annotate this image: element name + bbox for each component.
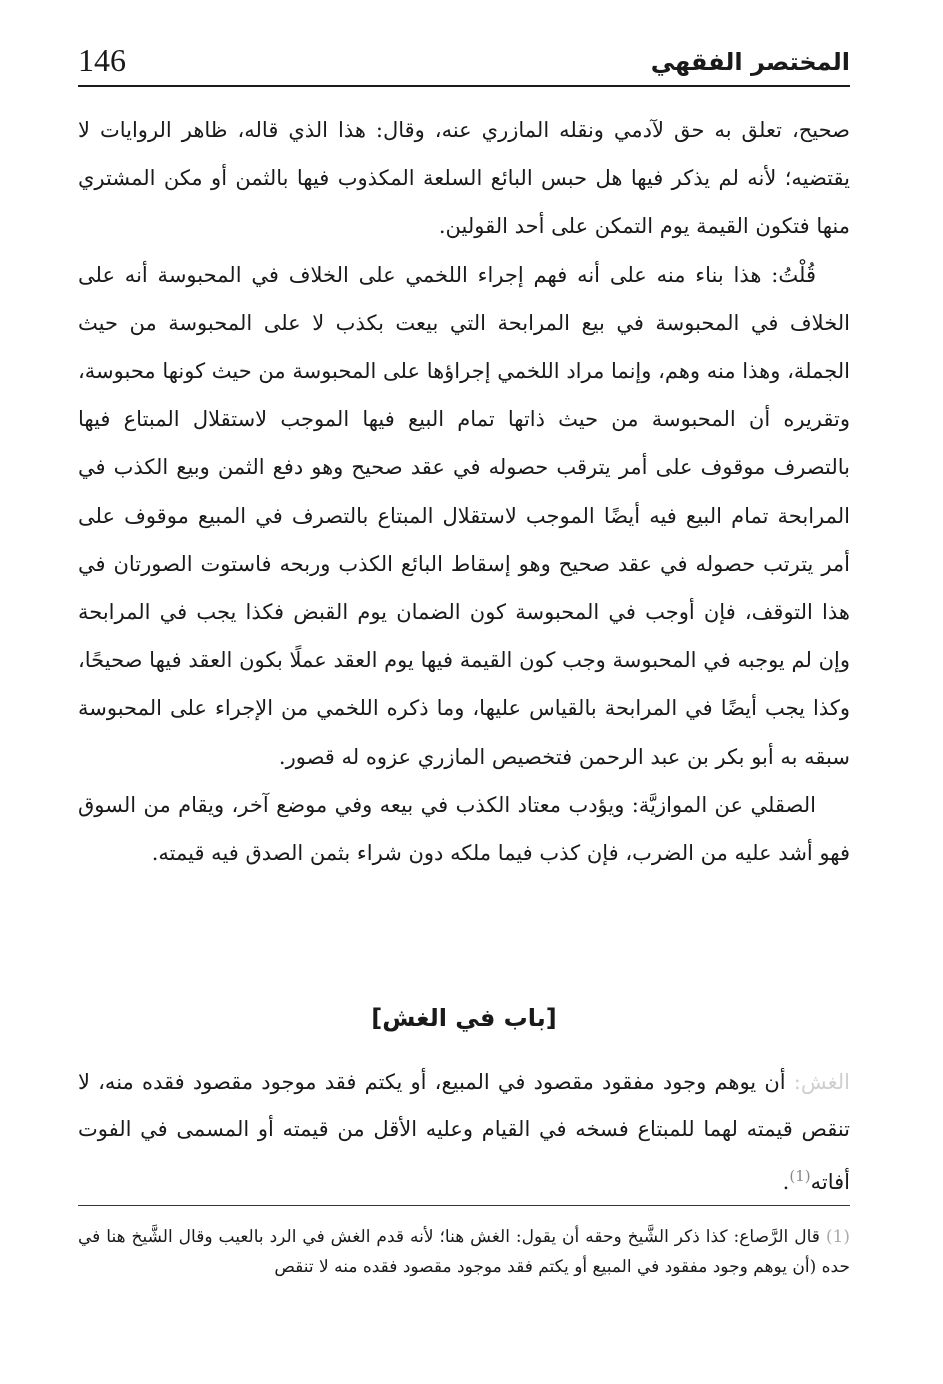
footnote-text: قال الرَّصاع: كذا ذكر الشَّيخ وحقه أن يقول: الغش هنا؛ لأنه قدم الغش في الرد بالعيب وقال الشَّيخ هنا في حده (أن يوهم وجود مفقود في المبيع أو يكتم فقد موجود مقصود فقده منه لا تنقص [78, 1227, 850, 1277]
footnote-paragraph [78, 1222, 850, 1282]
main-text [78, 106, 850, 877]
footnote-reference[interactable]: (1) [789, 1167, 811, 1185]
end-punctuation: . [782, 1170, 790, 1194]
page-header [78, 30, 850, 80]
page-number: 146 [78, 42, 126, 78]
definition-body: أن يوهم وجود مفقود مقصود في المبيع، أو يكتم فقد موجود مقصود فقده منه، لا تنقص قيمته لهما للمبتاع فسخه في القيام وعليه الأقل من قيمته أو المسمى في الفوت أفاته [78, 1070, 850, 1194]
footnote [78, 1222, 850, 1282]
section-heading: [باب في الغش] [371, 1004, 557, 1032]
running-title: المختصر الفقهي [650, 48, 850, 76]
section-text [78, 1059, 850, 1206]
header-rule [78, 85, 850, 87]
definition-paragraph [78, 1059, 850, 1206]
paragraph: الصقلي عن الموازيَّة: ويؤدب معتاد الكذب في بيعه وفي موضع آخر، ويقام من السوق فهو أشد عليه من الضرب، فإن كذب فيما ملكه دون شراء بثمن الصدق فيه قيمته. [78, 792, 850, 866]
paragraph: صحيح، تعلق به حق لآدمي ونقله المازري عنه، وقال: هذا الذي قاله، ظاهر الروايات لا يقتضيه؛ لأنه لم يذكر فيها هل حبس البائع السلعة المكذوب فيها بالثمن أو مكن المشتري منها فتكون القيمة يوم التمكن على أحد القولين. [78, 118, 850, 239]
paragraph: قُلْتُ: هذا بناء منه على أنه فهم إجراء اللخمي على الخلاف في المحبوسة أنه على الخلاف في المحبوسة في بيع المرابحة التي بيعت بكذب لا على المحبوسة من حيث الجملة، وهذا منه وهم، وإنما مراد اللخمي إجراؤها على المحبوسة من حيث كونها محبوسة، وتقريره أن المحبوسة من حيث ذاتها تمام البيع فيها الموجب لاستقلال المبتاع فيها بالتصرف موقوف على أمر يترقب حصوله في عقد صحيح وهو دفع الثمن وبيع الكذب في المرابحة تمام البيع فيه أيضًا الموجب لاستقلال المبتاع بالتصرف في المبيع موقوف على أمر يترتب حصوله في عقد صحيح وهو إسقاط البائع الكذب وربحه فاستوت الصورتان في هذا التوقف، فإن أوجب في المحبوسة كون الضمان يوم القبض فكذا يجب في المرابحة وإن لم يوجبه في المحبوسة وجب كون القيمة فيها يوم العقد عملًا بكون العقد فيها صحيحًا، وكذا يجب أيضًا في المرابحة بالقياس عليها، وما ذكره اللخمي من الإجراء على المحبوسة سبقه به أبو بكر بن عبد الرحمن فتخصيص المازري عزوه له قصور. [78, 262, 851, 769]
footnote-number: (1) [825, 1227, 851, 1247]
footnote-separator [78, 1205, 850, 1206]
definition-term: الغش: [793, 1070, 850, 1094]
